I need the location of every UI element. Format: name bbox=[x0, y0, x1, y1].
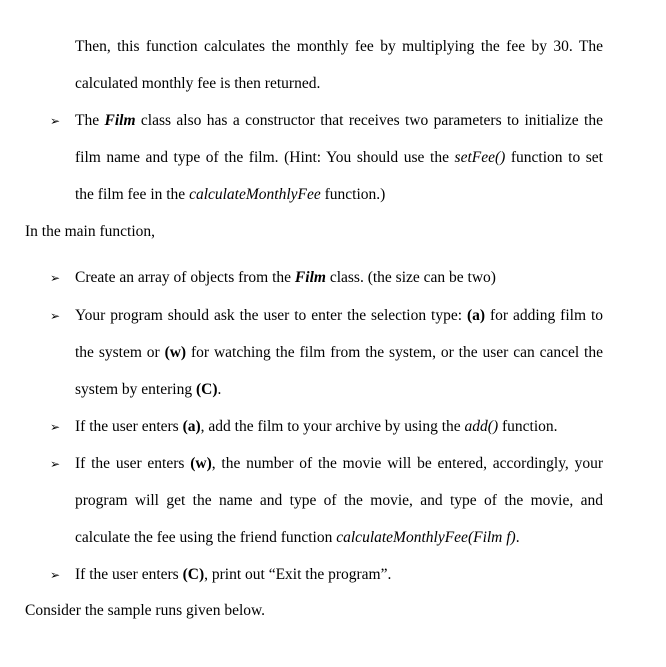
bullet-line: Your program should ask the user to enter the selection type: (a) for adding film to bbox=[75, 307, 603, 324]
bullet-line: program will get the name and type of the movie, and type of the movie, and bbox=[75, 492, 603, 509]
arrow-bullet-icon: ➢ bbox=[50, 568, 61, 582]
paragraph-line: calculated monthly fee is then returned. bbox=[75, 75, 321, 92]
bullet-line: If the user enters (a), add the film to your archive by using the add() function. bbox=[75, 418, 558, 435]
paragraph-line: Then, this function calculates the monthly fee by multiplying the fee by 30. The bbox=[75, 38, 603, 55]
arrow-bullet-icon: ➢ bbox=[50, 271, 61, 285]
arrow-bullet-icon: ➢ bbox=[50, 309, 61, 323]
bullet-line: If the user enters (w), the number of the movie will be entered, accordingly, your bbox=[75, 455, 604, 472]
bullet-line: calculate the fee using the friend function calculateMonthlyFee(Film f). bbox=[75, 529, 520, 546]
bullet-line: If the user enters (C), print out “Exit the program”. bbox=[75, 566, 392, 583]
arrow-bullet-icon: ➢ bbox=[50, 457, 61, 471]
arrow-bullet-icon: ➢ bbox=[50, 114, 61, 128]
closing-paragraph: Consider the sample runs given below. bbox=[25, 602, 266, 619]
bullet-line: The Film class also has a constructor that receives two parameters to initialize the bbox=[75, 112, 603, 129]
bullet-line: the film fee in the calculateMonthlyFee function.) bbox=[75, 186, 386, 203]
bullet-line: system by entering (C). bbox=[75, 381, 222, 398]
arrow-bullet-icon: ➢ bbox=[50, 420, 61, 434]
bullet-line: film name and type of the film. (Hint: You should use the setFee() function to set bbox=[75, 149, 603, 166]
bullet-line: Create an array of objects from the Film class. (the size can be two) bbox=[75, 269, 496, 286]
bullet-line: the system or (w) for watching the film from the system, or the user can cancel the bbox=[75, 344, 603, 361]
section-intro: In the main function, bbox=[25, 223, 155, 240]
